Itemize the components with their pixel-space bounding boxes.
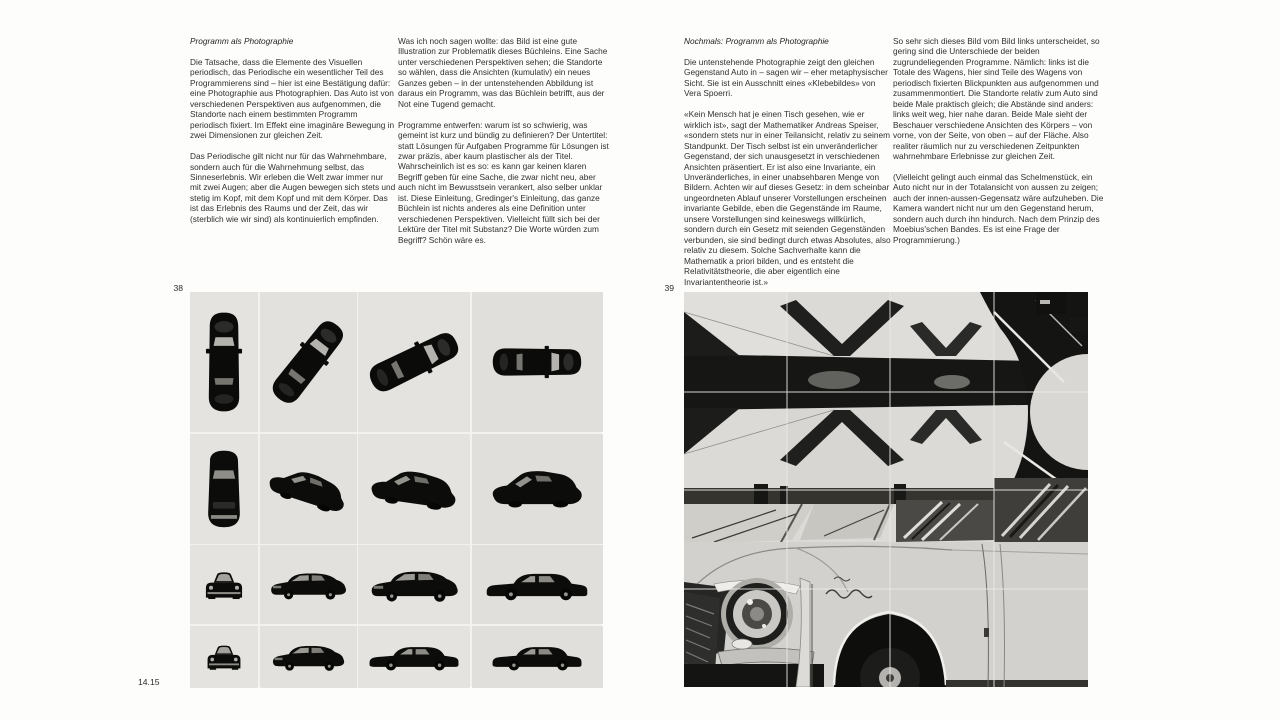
klebebild-collage bbox=[684, 292, 1088, 687]
body-paragraph: (Vielleicht gelingt auch einmal das Schelmenstück, ein Auto nicht nur in der Totalansicht von aussen zu zeigen; auch der innen-aussen-Gegensatz wäre aufzuheben. Die Kamera wandert nicht nur um den Gegenstand herum, sondern auch durch ihn hindurch. Nach dem Prinzip des Moebius'schen Bandes. Es ist eine Frage der Programmierung.) bbox=[893, 171, 1104, 245]
car-photo-front-icon bbox=[190, 545, 258, 624]
right-page-column-2 bbox=[893, 36, 1111, 256]
left-page-column-2 bbox=[398, 36, 610, 256]
klebebild-collage-figure bbox=[684, 292, 1088, 687]
car-photo-side-icon bbox=[472, 626, 603, 688]
body-paragraph: «Kein Mensch hat je einen Tisch gesehen, wie er wirklich ist», sagt der Mathematiker Andreas Speiser, «sondern stets nur in einer Teilansicht, relativ zu seinem Standpunkt. Der Tisch selbst ist ein unveränderlicher Gegenstand, der sich unausgesetzt in verschiedenen Ansichten präsentiert. Er ist also eine Invariante, ein Unveränderliches, in einer unabsehbaren Menge von Bildern. Achten wir auf dieses Gesetz: in dem scheinbar ungeordneten Ablauf unserer Vorstellungen erscheinen invariante Gebilde, eben die Gegenstände im Raume, unsere Vorstellungen sind keineswegs willkürlich, sondern durch ein Gesetz mit seienden Gegenständen verbunden, sie sind bedingt durch etwas Absolutes, also relativ zu diesem. Solche Sachverhalte kann die Mathematik a priori bilden, und es entsteht die Relativitätstheorie, die aber eigentlich eine Invariantentheorie ist.» bbox=[684, 109, 891, 287]
car-photo-side-icon bbox=[472, 545, 603, 624]
page-number-left: 38 bbox=[173, 283, 183, 293]
left-page-heading: Programm als Photographie bbox=[190, 36, 294, 46]
car-photo-top-icon bbox=[472, 292, 603, 432]
body-paragraph: Die untenstehende Photographie zeigt den gleichen Gegenstand Auto in – sagen wir – eher metaphysischer Sicht. Sie ist ein Ausschnitt eines «Klebebildes» von Vera Spoerri. bbox=[684, 56, 888, 99]
car-photo-front-three-quarter-icon bbox=[260, 626, 357, 688]
body-paragraph: Programme entwerfen: warum ist so schwierig, was gemeint ist kurz und bündig zu definieren? Der Untertitel: statt Lösungen für Aufgaben Programme für Lösungen ist zwar präzis, aber kaum plastischer als der Titel. Wahrscheinlich ist es so: es kann gar keinen klaren Begriff geben für eine Sache, die zwar nicht neu, aber auch nicht im Bewusstsein verankert, also selber unklar ist. Diese Einleitung, Gredinger's Einleitung, das ganze Büchlein ist nichts anderes als eine Definition unter verschiedenen Perspektiven. Vielleicht füllt sich bei der Lektüre der Titel mit Substanz? Die Worte würden zum Begriff? Schön wäre es. bbox=[398, 119, 609, 245]
right-page-heading: Nochmals: Programm als Photographie bbox=[684, 36, 829, 46]
car-photo-front-icon bbox=[190, 626, 258, 688]
right-page-column-1 bbox=[684, 36, 892, 297]
collage-door-handle bbox=[984, 628, 989, 637]
car-view-grid-figure bbox=[190, 292, 602, 687]
car-photo-top-icon bbox=[358, 292, 470, 432]
left-page-column-1 bbox=[190, 36, 396, 235]
car-photo-top-icon bbox=[260, 292, 357, 432]
car-photo-three-quarter-high-icon bbox=[260, 434, 357, 544]
page-number-right: 39 bbox=[664, 283, 674, 293]
body-paragraph: Das Periodische gilt nicht nur für das Wahrnehmbare, sondern auch für die Wahrnehmung selbst, das Sinneserlebnis. Wir erleben die Welt zwar immer nur mit zwei Augen; aber die Augen bewegen sich stets und stetig im Kopf, mit dem Kopf und mit dem Körper. Das ist das Erlebnis des Raums und der Zeit, das wir (sterblich wie wir sind) als kontinuierlich empfinden. bbox=[190, 151, 396, 224]
car-photo-top-icon bbox=[190, 292, 258, 432]
collage-grille-headlight bbox=[684, 578, 824, 687]
figure-caption: 14.15 bbox=[138, 677, 160, 687]
car-photo-front-three-quarter-icon bbox=[260, 545, 357, 624]
car-photo-side-three-quarter-icon bbox=[358, 545, 470, 624]
car-photo-side-icon bbox=[358, 626, 470, 688]
body-paragraph: So sehr sich dieses Bild vom Bild links unterscheidet, so gering sind die Unterschiede der beiden zugrundeliegenden Programme. Nämlich: links ist die Totale des Wagens, hier sind Teile des Wagens von periodisch fixierten Blickpunkten aus aufgenommen und zusammenmontiert. Die Standorte relativ zum Auto sind beide Male praktisch gleich; die Abstände sind anders: links weit weg, hier nahe daran. Beide Male sieht der Beschauer verschiedene Ansichten des Körpers – von vorne, von der Seite, von oben – auf der Fläche. Also realiter räumlich nur zu verschiedenen Zeitpunkten wahrnehmbare Erlebnisse zur gleichen Zeit. bbox=[893, 36, 1100, 161]
car-photo-rear-high-icon bbox=[190, 434, 258, 544]
collage-windshield-fragments bbox=[684, 504, 894, 544]
body-paragraph: Was ich noch sagen wollte: das Bild ist eine gute Illustration zur Problematik dieses Büchleins. Eine Sache unter verschiedenen Perspektiven sehen; die Standorte so wählen, dass die Ansichten (kumulativ) ein neues Ganzes geben – in der untenstehenden Abbildung ist daraus ein Programm, was das Büchlein betrifft, aus der Not eine Tugend gemacht. bbox=[398, 36, 608, 109]
body-paragraph: Die Tatsache, dass die Elemente des Visuellen periodisch, das Periodische ein wesentlicher Teil des Programmierens sind – hier ist eine Bestätigung dafür: eine Photographie aus Photographien. Das Auto ist von verschiedenen Perspektiven aus aufgenommen, die Standorte nach einem bestimmten Programm periodisch fixiert. Im Effekt eine imaginäre Bewegung in zwei Dimensionen zur gleichen Zeit. bbox=[190, 56, 395, 141]
car-photo-three-quarter-high-icon bbox=[358, 434, 470, 544]
car-photo-three-quarter-high-icon bbox=[472, 434, 603, 544]
